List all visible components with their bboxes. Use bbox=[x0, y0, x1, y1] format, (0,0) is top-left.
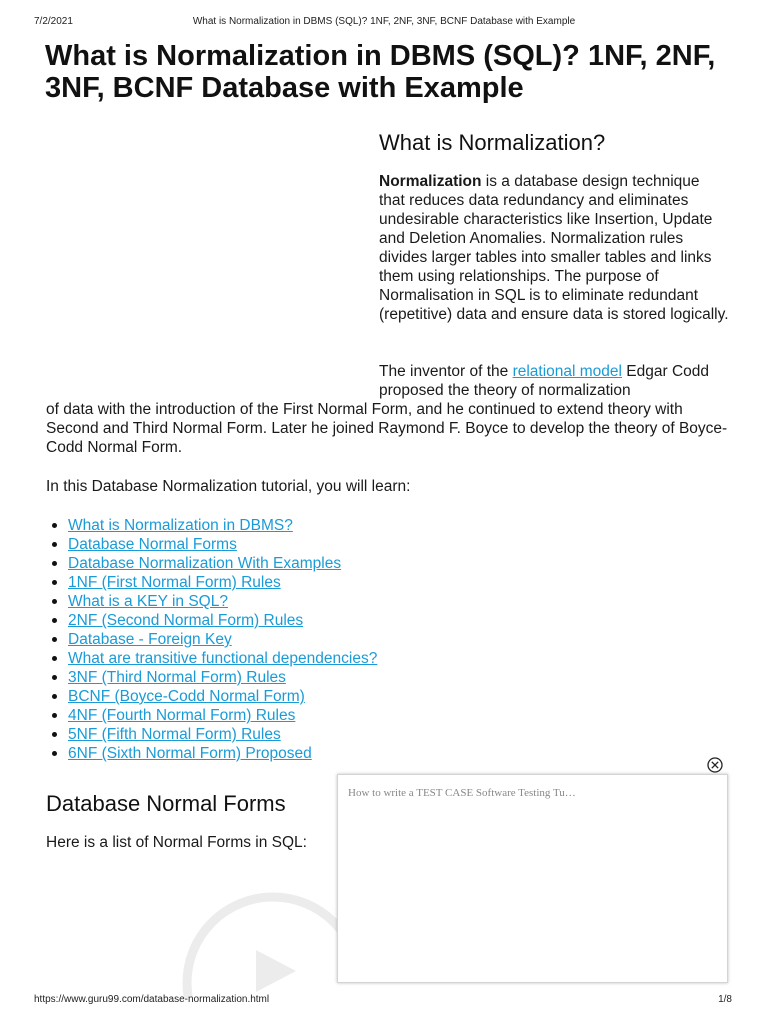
inventor-text-after: Edgar Codd proposed the theory of normalization bbox=[379, 363, 710, 399]
toc-item bbox=[68, 573, 377, 592]
toc-link[interactable]: Database Normalization With Examples bbox=[68, 555, 342, 572]
table-of-contents bbox=[46, 516, 377, 763]
normal-forms-intro: Here is a list of Normal Forms in SQL: bbox=[46, 834, 307, 851]
toc-link[interactable]: 5NF (Fifth Normal Form) Rules bbox=[68, 726, 281, 743]
section-heading-what-is-normalization: What is Normalization? bbox=[379, 130, 606, 155]
toc-link[interactable]: 4NF (Fourth Normal Form) Rules bbox=[68, 707, 296, 724]
toc-link[interactable]: 1NF (First Normal Form) Rules bbox=[68, 574, 281, 591]
toc-link[interactable]: 3NF (Third Normal Form) Rules bbox=[68, 669, 286, 686]
toc-link[interactable]: 2NF (Second Normal Form) Rules bbox=[68, 612, 304, 629]
intro-paragraph-text: is a database design technique that reduces data redundancy and eliminates undesirable characteristics like Insertion, Update and Deletion Anomalies. Normalization rules divides larger tables into smaller tables and links them using relationships. The purpose of Normalisation in SQL is to eliminate redundant (repetitive) data and ensure data is stored logically. bbox=[379, 173, 729, 323]
toc-item bbox=[68, 535, 377, 554]
toc-item bbox=[68, 725, 377, 744]
toc-link[interactable]: Database Normal Forms bbox=[68, 536, 237, 553]
toc-item bbox=[68, 516, 377, 535]
print-footer-url: https://www.guru99.com/database-normalization.html bbox=[34, 994, 270, 1005]
toc-link[interactable]: What is a KEY in SQL? bbox=[68, 593, 228, 610]
toc-item bbox=[68, 687, 377, 706]
toc-link[interactable]: Database - Foreign Key bbox=[68, 631, 232, 648]
toc-item bbox=[68, 554, 377, 573]
toc-item bbox=[68, 668, 377, 687]
section-heading-database-normal-forms: Database Normal Forms bbox=[46, 791, 286, 816]
print-date: 7/2/2021 bbox=[34, 16, 73, 27]
inventor-paragraph-continued: of data with the introduction of the First Normal Form, and he continued to extend theory with Second and Third Normal Form. Later he joined Raymond F. Boyce to develop the theory of Boyce-Codd Normal Form. bbox=[46, 401, 728, 456]
play-icon[interactable] bbox=[178, 888, 348, 998]
toc-item bbox=[68, 630, 377, 649]
toc-link[interactable]: 6NF (Sixth Normal Form) Proposed bbox=[68, 745, 312, 762]
toc-link[interactable]: BCNF (Boyce-Codd Normal Form) bbox=[68, 688, 305, 705]
toc-item bbox=[68, 744, 377, 763]
tutorial-intro: In this Database Normalization tutorial, you will learn: bbox=[46, 478, 411, 495]
print-page-number: 1/8 bbox=[718, 994, 732, 1005]
video-popup[interactable] bbox=[337, 774, 728, 983]
intro-paragraph bbox=[379, 172, 729, 324]
print-header-title: What is Normalization in DBMS (SQL)? 1NF, 2NF, 3NF, BCNF Database with Example bbox=[192, 16, 576, 27]
toc-item bbox=[68, 592, 377, 611]
article-title: What is Normalization in DBMS (SQL)? 1NF, 2NF, 3NF, BCNF Database with Example bbox=[45, 40, 716, 104]
close-circle-icon[interactable] bbox=[706, 756, 724, 774]
toc-item bbox=[68, 649, 377, 668]
inventor-paragraph bbox=[379, 362, 729, 400]
toc-item bbox=[68, 706, 377, 725]
inventor-text-before: The inventor of the bbox=[379, 363, 513, 380]
toc-item bbox=[68, 611, 377, 630]
bold-term: Normalization bbox=[379, 173, 482, 190]
video-title[interactable]: How to write a TEST CASE Software Testing Tu… bbox=[348, 787, 576, 799]
relational-model-link[interactable]: relational model bbox=[512, 363, 622, 380]
toc-link[interactable]: What is Normalization in DBMS? bbox=[68, 517, 293, 534]
toc-link[interactable]: What are transitive functional dependencies? bbox=[68, 650, 378, 667]
